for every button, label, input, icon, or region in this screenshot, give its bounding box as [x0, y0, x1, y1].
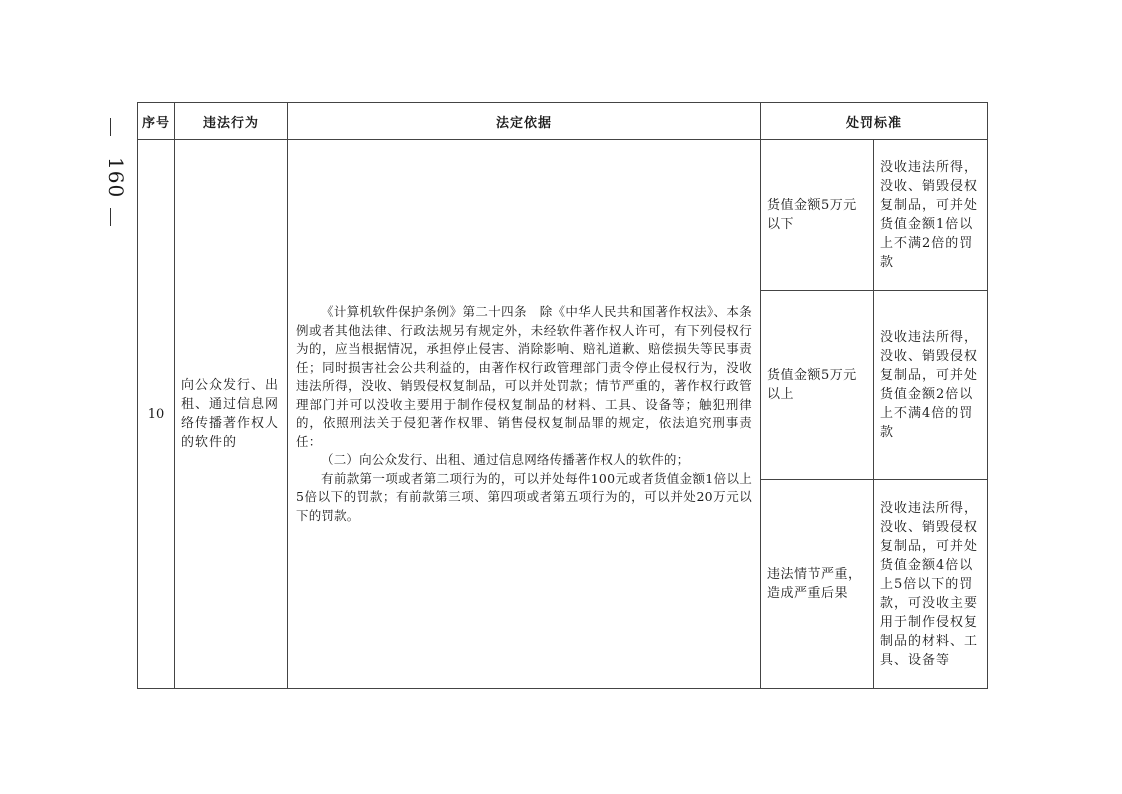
row-legal-basis: [288, 140, 761, 689]
standard-condition-3: 违法情节严重，造成严重后果: [761, 480, 874, 689]
legal-basis-article: 《计算机软件保护条例》第二十四条 除《中华人民共和国著作权法》、本条例或者其他法律、行政法规另有规定外，未经软件著作权人许可，有下列侵权行为的，应当根据情况，承担停止侵害、消除影响、赔礼道歉、赔偿损失等民事责任；同时损害社会公共利益的，由著作权行政管理部门责令停止侵权行为，没收违法所得，没收、销毁侵权复制品，可以并处罚款；情节严重的，著作权行政管理部门并可以没收主要用于制作侵权复制品的材料、工具、设备等；触犯刑律的，依照刑法关于侵犯著作权罪、销售侵权复制品罪的规定，依法追究刑事责任：: [296, 304, 752, 449]
page-number-dash-bottom: [110, 208, 111, 226]
header-penalty-standard: 处罚标准: [761, 103, 988, 140]
legal-basis-fine: 有前款第一项或者第二项行为的，可以并处每件100元或者货值金额1倍以上5倍以下的罚款；有前款第三项、第四项或者第五项行为的，可以并处20万元以下的罚款。: [296, 470, 752, 523]
legal-basis-item: （二）向公众发行、出租、通过信息网络传播著作权人的软件的；: [321, 452, 690, 467]
header-violation: 违法行为: [175, 103, 288, 140]
row-violation: 向公众发行、出租、通过信息网络传播著作权人的软件的: [175, 140, 288, 689]
penalty-standards-table: [137, 102, 988, 689]
table-row: [138, 140, 988, 291]
page-number-text: 160: [104, 157, 128, 199]
page-number: [96, 118, 126, 228]
header-legal-basis: 法定依据: [288, 103, 761, 140]
standard-penalty-1: 没收违法所得，没收、销毁侵权复制品，可并处货值金额1倍以上不满2倍的罚款: [874, 140, 988, 291]
standard-condition-1: 货值金额5万元以下: [761, 140, 874, 291]
table-header-row: [138, 103, 988, 140]
standard-penalty-2: 没收违法所得，没收、销毁侵权复制品，可并处货值金额2倍以上不满4倍的罚款: [874, 291, 988, 480]
standard-condition-2: 货值金额5万元以上: [761, 291, 874, 480]
standard-penalty-3: 没收违法所得，没收、销毁侵权复制品，可并处货值金额4倍以上5倍以下的罚款，可没收主要用于制作侵权复制品的材料、工具、设备等: [874, 480, 988, 689]
row-seq: 10: [138, 140, 175, 689]
header-seq: 序号: [138, 103, 175, 140]
page-number-dash-top: [110, 118, 111, 136]
